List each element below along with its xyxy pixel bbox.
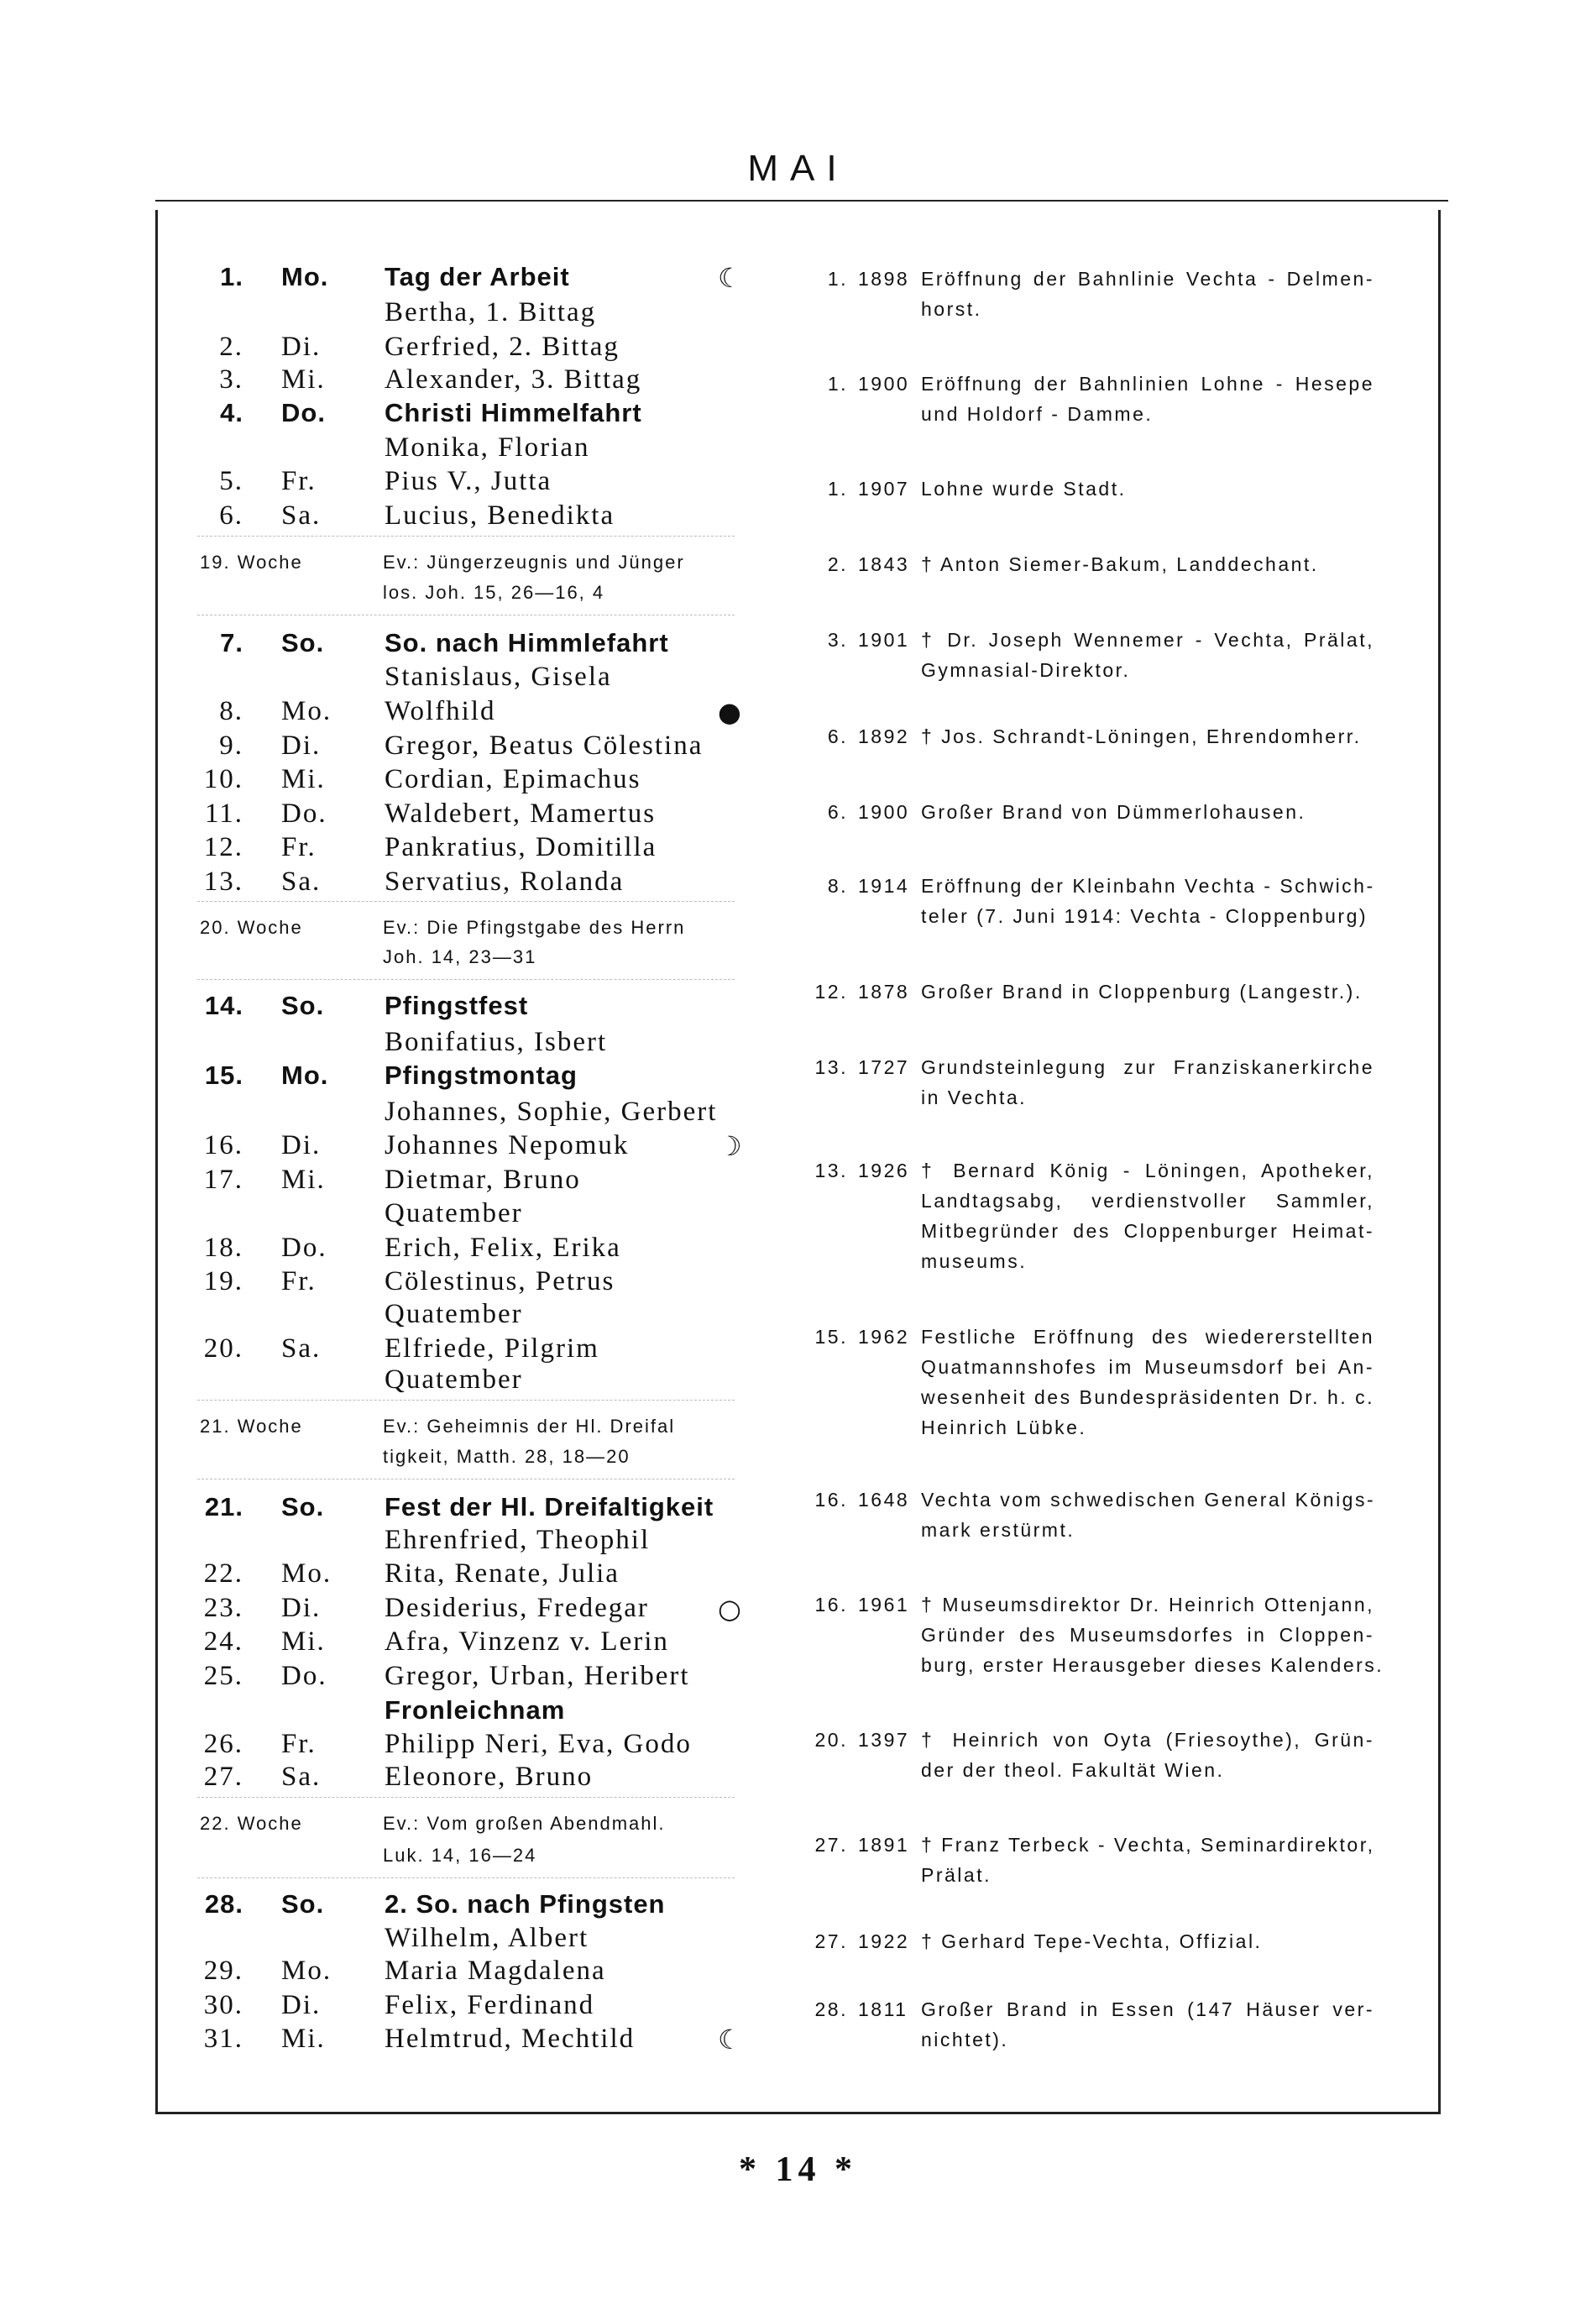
event-day: 1.	[827, 373, 848, 395]
event-day: 20.	[814, 1729, 848, 1752]
day-names: Desiderius, Fredegar	[385, 1592, 649, 1623]
separator	[197, 536, 735, 537]
day-number: 17.	[203, 1164, 243, 1195]
event-text-line: teler (7. Juni 1914: Vechta - Cloppenburg)	[921, 905, 1368, 928]
day-number: 27.	[203, 1762, 243, 1792]
event-text	[921, 1155, 1374, 1276]
page-title: MAI	[747, 148, 849, 189]
weekday: Mi.	[281, 2024, 326, 2055]
day-names: Eleonore, Bruno	[385, 1762, 594, 1792]
day-number: 4.	[220, 398, 243, 428]
event-year: 1901	[858, 629, 910, 652]
day-names: Pius V., Jutta	[385, 466, 552, 497]
day-names: Cölestinus, Petrus	[385, 1266, 615, 1297]
weekday: Mi.	[281, 764, 326, 795]
day-names: Dietmar, Bruno	[385, 1164, 581, 1195]
day-names: Felix, Ferdinand	[385, 1989, 595, 2020]
day-number: 3.	[219, 364, 243, 395]
weekday: Mo.	[281, 1956, 332, 1987]
page-number: * 14 *	[739, 2150, 857, 2189]
day-number: 25.	[203, 1660, 243, 1691]
event-text-line: nichtet).	[921, 2029, 1009, 2051]
separator	[197, 979, 735, 980]
week-label: 22. Woche	[200, 1813, 303, 1835]
day-number: 5.	[219, 466, 243, 497]
day-names: Monika, Florian	[385, 432, 590, 463]
new-moon-icon: ●	[718, 695, 743, 728]
event-text	[921, 1322, 1374, 1443]
day-names: Erich, Felix, Erika	[385, 1232, 621, 1263]
day-names: Fronleichnam	[385, 1694, 566, 1725]
event-year: 1961	[858, 1594, 910, 1616]
event-text	[921, 1830, 1374, 1890]
day-names: Helmtrud, Mechtild	[385, 2024, 636, 2055]
event-text	[921, 871, 1374, 931]
event-day: 8.	[827, 875, 848, 898]
event-year: 1891	[858, 1834, 910, 1857]
event-text-line: Großer Brand von Dümmerlohausen.	[921, 801, 1306, 824]
waning-moon-icon: ☾	[718, 2024, 744, 2056]
event-text-line: Eröffnung der Kleinbahn Vechta - Schwich-	[921, 875, 1375, 898]
event-text	[921, 1725, 1374, 1785]
event-year: 1922	[858, 1930, 910, 1953]
event-year: 1811	[858, 1998, 908, 2021]
day-number: 13.	[203, 866, 243, 897]
event-year: 1648	[858, 1489, 910, 1511]
separator	[197, 1877, 735, 1878]
day-number: 26.	[203, 1729, 243, 1760]
weekday: Fr.	[281, 1266, 317, 1297]
event-text-line: Großer Brand in Essen (147 Häuser ver-	[921, 1998, 1374, 2021]
event-text-line: horst.	[921, 297, 982, 320]
weekday: Di.	[281, 1130, 322, 1161]
event-year: 1898	[858, 267, 910, 290]
event-day: 6.	[827, 725, 848, 748]
day-number: 16.	[203, 1130, 243, 1161]
day-number: 10.	[203, 764, 243, 795]
day-number: 12.	[203, 832, 243, 863]
weekday: Mo.	[281, 261, 329, 291]
event-text-line: Grundsteinlegung zur Franziskanerkirche	[921, 1055, 1374, 1078]
day-names: Bertha, 1. Bittag	[385, 297, 597, 328]
day-number: 14.	[204, 991, 243, 1021]
event-day: 6.	[827, 801, 848, 824]
event-year: 1397	[858, 1729, 910, 1752]
day-names: Johannes Nepomuk	[385, 1130, 630, 1161]
event-day: 2.	[827, 553, 848, 576]
day-names: Pankratius, Domitilla	[385, 832, 657, 863]
event-year: 1878	[858, 980, 910, 1003]
event-text-line: Lohne wurde Stadt.	[921, 478, 1127, 500]
day-number: 28.	[204, 1888, 243, 1919]
gospel-text: Ev.: Geheimnis der Hl. Dreifal	[383, 1416, 676, 1438]
day-number: 8.	[219, 695, 243, 726]
weekday: Mo.	[281, 695, 332, 726]
day-names: 2. So. nach Pfingsten	[385, 1888, 666, 1919]
day-number: 20.	[203, 1333, 243, 1364]
event-year: 1900	[858, 373, 910, 395]
day-number: 29.	[203, 1956, 243, 1987]
weekday: Di.	[281, 331, 322, 362]
event-day: 16.	[814, 1489, 848, 1511]
event-text-line: Großer Brand in Cloppenburg (Langestr.).	[921, 980, 1363, 1003]
week-label: 20. Woche	[200, 916, 303, 938]
event-text	[921, 264, 1374, 324]
weekday: Fr.	[281, 1729, 317, 1760]
event-day: 12.	[814, 980, 848, 1003]
event-year: 1843	[858, 553, 910, 576]
waning-moon-icon: ☾	[718, 261, 743, 294]
event-text-line: Quatmannshofes im Museumsdorf bei An-	[921, 1356, 1374, 1379]
event-text	[921, 797, 1374, 827]
weekday: Do.	[281, 798, 327, 829]
day-names: Gregor, Beatus Cölestina	[385, 730, 704, 761]
event-day: 13.	[814, 1160, 848, 1182]
gospel-text: Ev.: Vom großen Abendmahl.	[383, 1813, 666, 1835]
event-text-line: mark erstürmt.	[921, 1519, 1075, 1542]
event-text-line: Festliche Eröffnung des wiedererstellten	[921, 1326, 1374, 1349]
event-text-line: und Holdorf - Damme.	[921, 403, 1154, 426]
week-label: 21. Woche	[200, 1416, 303, 1438]
event-text-line: Heinrich Lübke.	[921, 1417, 1087, 1439]
weekday: Mi.	[281, 1164, 326, 1195]
event-text-line: Vechta vom schwedischen General Königs-	[921, 1489, 1376, 1511]
event-day: 28.	[814, 1998, 848, 2021]
day-names: Gerfried, 2. Bittag	[385, 331, 620, 362]
weekday: Sa.	[281, 866, 322, 897]
event-text-line: museums.	[921, 1250, 1028, 1273]
event-text-line: † Franz Terbeck - Vechta, Seminardirektor,	[921, 1834, 1375, 1857]
event-day: 3.	[827, 629, 848, 652]
event-year: 1907	[858, 478, 910, 500]
day-names: Bonifatius, Isbert	[385, 1026, 608, 1057]
event-text-line: † Jos. Schrandt-Löningen, Ehrendomherr.	[921, 725, 1362, 748]
event-text-line: † Anton Siemer-Bakum, Landdechant.	[921, 553, 1319, 576]
day-names: Rita, Renate, Julia	[385, 1558, 620, 1589]
day-number: 18.	[203, 1232, 243, 1263]
separator	[197, 901, 735, 902]
weekday: Mo.	[281, 1060, 329, 1091]
weekday: Di.	[281, 1989, 322, 2020]
day-names: Maria Magdalena	[385, 1956, 606, 1987]
weekday: So.	[281, 627, 325, 657]
weekday: Sa.	[281, 1762, 322, 1792]
event-day: 1.	[827, 478, 848, 500]
day-names: Tag der Arbeit	[385, 261, 570, 291]
event-day: 15.	[814, 1326, 848, 1349]
day-names: Fest der Hl. Dreifaltigkeit	[385, 1491, 714, 1521]
day-number: 30.	[203, 1989, 243, 2020]
event-text	[921, 977, 1374, 1007]
event-text	[921, 721, 1374, 752]
event-year: 1926	[858, 1160, 910, 1182]
event-year: 1900	[858, 801, 910, 824]
event-year: 1892	[858, 725, 910, 748]
day-names: Philipp Neri, Eva, Godo	[385, 1729, 692, 1760]
day-names: Stanislaus, Gisela	[385, 662, 612, 693]
gospel-text: Ev.: Jüngerzeugnis und Jünger	[383, 552, 685, 573]
event-text-line: Eröffnung der Bahnlinie Vechta - Delmen-	[921, 267, 1374, 290]
day-names: Lucius, Benedikta	[385, 500, 615, 531]
day-names: Johannes, Sophie, Gerbert	[385, 1096, 718, 1127]
day-number: 11.	[204, 798, 243, 829]
event-text-line: Prälat.	[921, 1864, 992, 1887]
weekday: Do.	[281, 1232, 327, 1263]
weekday: Mi.	[281, 1626, 326, 1658]
event-text	[921, 625, 1374, 685]
gospel-text: Luk. 14, 16—24	[383, 1844, 537, 1866]
day-number: 31.	[203, 2024, 243, 2055]
day-names: Servatius, Rolanda	[385, 866, 625, 897]
event-text-line: Landtagsabg, verdienstvoller Sammler,	[921, 1190, 1374, 1212]
weekday: Fr.	[281, 832, 317, 863]
event-text	[921, 1994, 1374, 2055]
day-number: 2.	[219, 331, 243, 362]
day-names: Gregor, Urban, Heribert	[385, 1660, 690, 1691]
day-names: Quatember	[385, 1299, 523, 1330]
day-number: 24.	[203, 1626, 243, 1658]
separator	[197, 1797, 735, 1798]
day-names: Christi Himmelfahrt	[385, 398, 642, 428]
event-text	[921, 474, 1374, 504]
event-year: 1914	[858, 875, 910, 898]
weekday: Sa.	[281, 500, 322, 531]
weekday: Do.	[281, 1660, 327, 1691]
event-text	[921, 369, 1374, 429]
day-number: 23.	[203, 1592, 243, 1623]
event-text-line: † Heinrich von Oyta (Friesoythe), Grün-	[921, 1729, 1374, 1752]
day-names: Elfriede, Pilgrim	[385, 1333, 599, 1364]
day-number: 1.	[220, 261, 243, 291]
event-day: 13.	[814, 1055, 848, 1078]
event-year: 1727	[858, 1055, 910, 1078]
week-label: 19. Woche	[200, 552, 303, 573]
weekday: Do.	[281, 398, 326, 428]
gospel-text: los. Joh. 15, 26—16, 4	[383, 581, 605, 603]
weekday: Mo.	[281, 1558, 332, 1589]
event-text-line: wesenheit des Bundespräsidenten Dr. h. c.	[921, 1386, 1374, 1409]
event-text-line: † Dr. Joseph Wennemer - Vechta, Prälat,	[921, 629, 1374, 652]
full-moon-icon: ○	[718, 1592, 743, 1625]
day-names: Waldebert, Mamertus	[385, 798, 657, 829]
weekday: Fr.	[281, 466, 317, 497]
event-text-line: † Gerhard Tepe-Vechta, Offizial.	[921, 1930, 1263, 1953]
day-number: 21.	[204, 1491, 243, 1521]
day-names: Wolfhild	[385, 695, 496, 726]
event-text	[921, 1485, 1374, 1545]
day-number: 22.	[203, 1558, 243, 1589]
event-day: 27.	[814, 1930, 848, 1953]
event-text	[921, 1052, 1374, 1113]
day-names: Pfingstfest	[385, 991, 529, 1021]
event-text	[921, 549, 1374, 579]
day-names: Pfingstmontag	[385, 1060, 578, 1091]
event-text-line: Eröffnung der Bahnlinien Lohne - Hesepe	[921, 373, 1374, 395]
day-names: Ehrenfried, Theophil	[385, 1524, 651, 1555]
event-text-line: burg, erster Herausgeber dieses Kalenders.	[921, 1654, 1384, 1677]
day-number: 15.	[204, 1060, 243, 1091]
event-day: 16.	[814, 1594, 848, 1616]
event-text-line: † Museumsdirektor Dr. Heinrich Ottenjann,	[921, 1594, 1374, 1616]
day-names: Quatember	[385, 1198, 523, 1229]
day-number: 19.	[203, 1266, 243, 1297]
day-names: Wilhelm, Albert	[385, 1923, 589, 1954]
day-names: Alexander, 3. Bittag	[385, 364, 642, 395]
gospel-text: Joh. 14, 23—31	[383, 945, 537, 967]
event-text	[921, 1926, 1374, 1956]
day-names: Cordian, Epimachus	[385, 764, 641, 795]
day-number: 9.	[219, 730, 243, 761]
day-names: Quatember	[385, 1364, 523, 1395]
day-number: 7.	[220, 627, 243, 657]
weekday: So.	[281, 991, 325, 1021]
weekday: So.	[281, 1491, 325, 1521]
gospel-text: Ev.: Die Pfingstgabe des Herrn	[383, 916, 686, 938]
weekday: So.	[281, 1888, 325, 1919]
weekday: Sa.	[281, 1333, 322, 1364]
weekday: Di.	[281, 730, 322, 761]
top-rule	[155, 200, 1448, 202]
event-text-line: † Bernard König - Löningen, Apotheker,	[921, 1160, 1374, 1182]
event-year: 1962	[858, 1326, 910, 1349]
event-text-line: Gründer des Museumsdorfes in Cloppen-	[921, 1624, 1374, 1647]
waxing-moon-icon: ☽	[718, 1130, 744, 1163]
separator	[197, 1400, 735, 1401]
event-day: 27.	[814, 1834, 848, 1857]
event-text	[921, 1589, 1384, 1680]
day-names: So. nach Himmlefahrt	[385, 627, 669, 657]
event-text-line: in Vechta.	[921, 1086, 1028, 1108]
weekday: Mi.	[281, 364, 326, 395]
event-text-line: Gymnasial-Direktor.	[921, 659, 1131, 682]
weekday: Di.	[281, 1592, 322, 1623]
day-names: Afra, Vinzenz v. Lerin	[385, 1626, 669, 1658]
event-text-line: der der theol. Fakultät Wien.	[921, 1759, 1225, 1782]
event-day: 1.	[827, 267, 848, 290]
event-text-line: Mitbegründer des Cloppenburger Heimat-	[921, 1220, 1374, 1243]
day-number: 6.	[219, 500, 243, 531]
gospel-text: tigkeit, Matth. 28, 18—20	[383, 1445, 631, 1467]
